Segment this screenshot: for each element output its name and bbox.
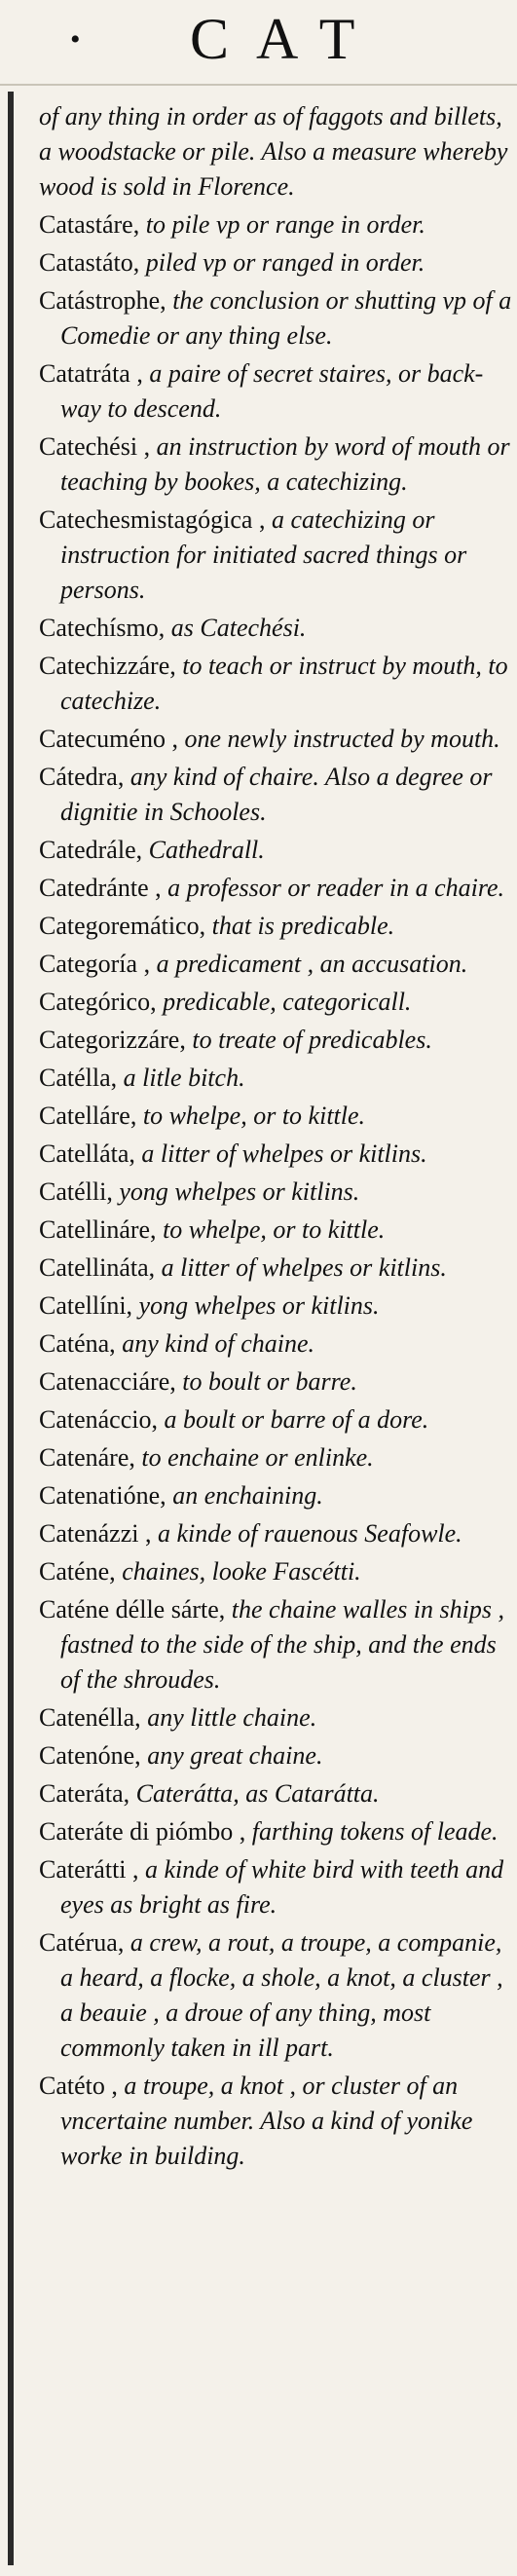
dictionary-entry xyxy=(39,1326,512,1362)
entry-definition: a litter of whelpes or kitlins. xyxy=(141,1139,427,1168)
dictionary-entry xyxy=(39,356,512,427)
entry-definition: a catechizing or instruction for initiated sacred things or persons. xyxy=(60,505,467,604)
entry-definition: farthing tokens of leade. xyxy=(251,1817,499,1846)
entry-definition: a litter of whelpes or kitlins. xyxy=(161,1253,447,1282)
entry-headword: Catellináre, xyxy=(39,1215,157,1244)
entry-headword: Categorizzáre, xyxy=(39,1026,186,1054)
entry-definition: any kind of chaine. xyxy=(122,1329,315,1358)
dictionary-entry xyxy=(39,1814,512,1849)
dictionary-entry xyxy=(39,611,512,646)
dictionary-entry xyxy=(39,1288,512,1324)
entry-definition: a kinde of white bird with teeth and eyes as bright as fire. xyxy=(60,1855,504,1919)
entry-headword: Cátedra, xyxy=(39,763,125,791)
dictionary-entry xyxy=(39,1592,512,1698)
dictionary-entry xyxy=(39,1137,512,1172)
dictionary-entry xyxy=(39,871,512,906)
entry-headword: Cateráte di piómbo , xyxy=(39,1817,246,1846)
entry-headword: Catenáre, xyxy=(39,1443,135,1472)
entry-list xyxy=(39,99,512,2177)
dictionary-entry xyxy=(39,1213,512,1248)
entry-headword: Catedránte , xyxy=(39,874,162,902)
entry-headword: Catélli, xyxy=(39,1177,113,1206)
dictionary-entry xyxy=(39,649,512,719)
entry-definition: an instruction by word of mouth or teaching by bookes, a catechizing. xyxy=(60,432,510,496)
entry-definition: a troupe, a knot , or cluster of an vncertaine number. Also a kind of yonike worke in building. xyxy=(60,2072,473,2170)
entry-headword: Catedrále, xyxy=(39,836,143,864)
dictionary-entry xyxy=(39,1776,512,1811)
entry-definition: chaines, looke Fascétti. xyxy=(122,1557,361,1586)
entry-headword: Catelláre, xyxy=(39,1101,137,1130)
entry-headword: Catellíni, xyxy=(39,1291,133,1320)
entry-definition: as Catechési. xyxy=(170,614,307,642)
entry-definition: any great chaine. xyxy=(147,1741,323,1770)
entry-headword: Catechési , xyxy=(39,432,151,461)
running-head: CAT xyxy=(190,7,383,71)
entry-headword: Catastáre, xyxy=(39,210,140,239)
header-divider xyxy=(0,84,517,86)
entry-headword: Categoremático, xyxy=(39,912,206,940)
dictionary-entry xyxy=(39,1061,512,1096)
entry-headword: Cateráta, xyxy=(39,1779,130,1808)
entry-headword: Catástrophe, xyxy=(39,286,166,315)
entry-headword: Catechizzáre, xyxy=(39,652,176,680)
dictionary-entry xyxy=(39,985,512,1020)
entry-headword: Catélla, xyxy=(39,1064,118,1092)
entry-definition: to boult or barre. xyxy=(182,1367,357,1396)
entry-definition: an enchaining. xyxy=(172,1481,323,1510)
entry-definition: Cathedrall. xyxy=(148,836,265,864)
entry-definition: that is predicable. xyxy=(211,912,395,940)
entry-headword: Categórico, xyxy=(39,988,157,1016)
dictionary-entry xyxy=(39,245,512,280)
entry-definition: predicable, categoricall. xyxy=(163,988,412,1016)
dictionary-entry xyxy=(39,760,512,830)
entry-headword: Catéto , xyxy=(39,2072,118,2100)
dictionary-entry xyxy=(39,722,512,757)
dictionary-entry xyxy=(39,1554,512,1589)
entry-definition: yong whelpes or kitlins. xyxy=(119,1177,360,1206)
entry-definition: to whelpe, or to kittle. xyxy=(163,1215,386,1244)
entry-headword: Catenázzi , xyxy=(39,1519,152,1548)
page-header xyxy=(0,4,517,72)
entry-headword: Catecuméno , xyxy=(39,725,178,753)
entry-definition: yong whelpes or kitlins. xyxy=(138,1291,380,1320)
dictionary-entry xyxy=(39,1700,512,1736)
dictionary-entry xyxy=(39,1175,512,1210)
entry-definition: to enchaine or enlinke. xyxy=(141,1443,374,1472)
entry-definition: a litle bitch. xyxy=(123,1064,245,1092)
dictionary-entry xyxy=(39,503,512,608)
dictionary-entry xyxy=(39,1402,512,1437)
entry-definition: to treate of predicables. xyxy=(192,1026,432,1054)
dictionary-entry xyxy=(39,1738,512,1773)
entry-definition: any little chaine. xyxy=(147,1703,317,1732)
entry-definition: one newly instructed by mouth. xyxy=(184,725,500,753)
dictionary-entry xyxy=(39,833,512,868)
dictionary-entry xyxy=(39,1440,512,1475)
entry-headword: Catastáto, xyxy=(39,248,140,277)
entry-headword: Catenóne, xyxy=(39,1741,141,1770)
dictionary-entry xyxy=(39,99,512,205)
dictionary-entry xyxy=(39,947,512,982)
entry-headword: Catenélla, xyxy=(39,1703,141,1732)
dictionary-entry xyxy=(39,1852,512,1923)
ornament-bullet: • xyxy=(70,23,81,56)
dictionary-entry xyxy=(39,1516,512,1551)
entry-definition: a predicament , an accusation. xyxy=(156,950,468,978)
entry-definition: the conclusion or shutting vp of a Comedie or any thing else. xyxy=(60,286,512,350)
entry-headword: Caténe, xyxy=(39,1557,116,1586)
entry-headword: Catérua, xyxy=(39,1928,125,1957)
entry-definition: a crew, a rout, a troupe, a companie, a heard, a flocke, a shole, a knot, a cluster , a beauie , a droue of any thing, most commonly taken in ill part. xyxy=(60,1928,503,2062)
entry-definition: Caterátta, as Catarátta. xyxy=(135,1779,380,1808)
entry-headword: Catechesmistagógica , xyxy=(39,505,266,534)
entry-definition: a kinde of rauenous Seafowle. xyxy=(158,1519,462,1548)
entry-headword: Catenatióne, xyxy=(39,1481,166,1510)
entry-definition: a paire of secret staires, or back-way to descend. xyxy=(60,359,484,423)
entry-headword: Caténe délle sárte, xyxy=(39,1595,226,1624)
entry-headword: Catenáccio, xyxy=(39,1405,158,1434)
entry-definition: the chaine walles in ships , fastned to the side of the ship, and the ends of the shroudes. xyxy=(60,1595,504,1694)
dictionary-entry xyxy=(39,1023,512,1058)
dictionary-entry xyxy=(39,1478,512,1513)
entry-definition: to teach or instruct by mouth, to catechize. xyxy=(60,652,508,715)
entry-headword: Caténa, xyxy=(39,1329,116,1358)
dictionary-entry xyxy=(39,909,512,944)
dictionary-entry xyxy=(39,1251,512,1286)
entry-headword: Catellináta, xyxy=(39,1253,156,1282)
entry-definition: to pile vp or range in order. xyxy=(145,210,425,239)
dictionary-entry xyxy=(39,1925,512,2066)
entry-headword: Catechísmo, xyxy=(39,614,166,642)
entry-definition: of any thing in order as of faggots and billets, a woodstacke or pile. Also a measure whereby wood is sold in Florence. xyxy=(39,102,508,201)
entry-definition: piled vp or ranged in order. xyxy=(145,248,425,277)
entry-headword: Catenacciáre, xyxy=(39,1367,176,1396)
entry-definition: to whelpe, or to kittle. xyxy=(142,1101,366,1130)
entry-definition: a boult or barre of a dore. xyxy=(164,1405,429,1434)
entry-headword: Categoría , xyxy=(39,950,151,978)
entry-headword: Catelláta, xyxy=(39,1139,135,1168)
dictionary-entry xyxy=(39,283,512,354)
entry-headword: Catatráta , xyxy=(39,359,143,388)
column-rule xyxy=(8,92,14,2565)
dictionary-entry xyxy=(39,429,512,500)
dictionary-entry xyxy=(39,1364,512,1400)
dictionary-entry xyxy=(39,2069,512,2174)
entry-definition: any kind of chaire. Also a degree or dignitie in Schooles. xyxy=(60,763,493,826)
dictionary-entry xyxy=(39,207,512,243)
entry-headword: Caterátti , xyxy=(39,1855,139,1884)
dictionary-entry xyxy=(39,1099,512,1134)
entry-definition: a professor or reader in a chaire. xyxy=(167,874,505,902)
